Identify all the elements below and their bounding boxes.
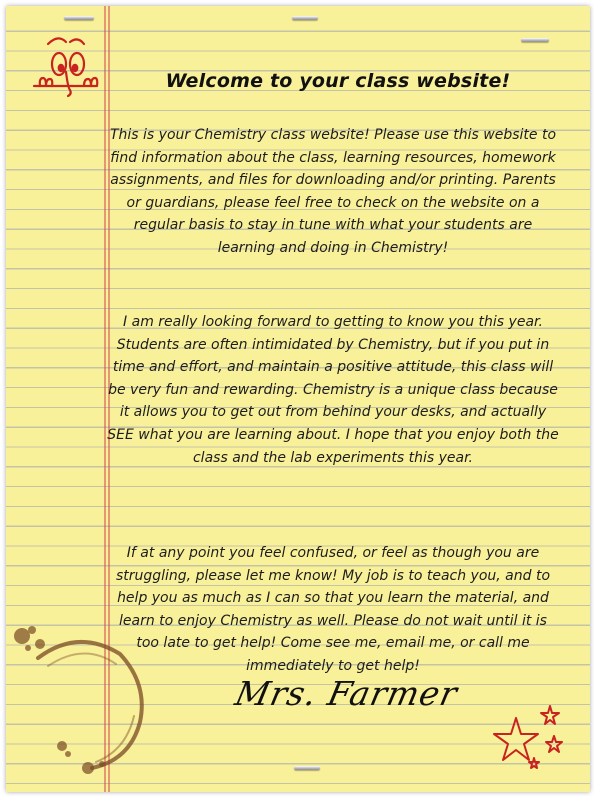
stars-doodle-icon (484, 696, 580, 776)
intro-paragraph: This is your Chemistry class website! Please use this website to find information about the class, learning resources, homework assignments, and files for downloading and/or printing. Parents or guardians, please feel free to check on the website on a regular basis to stay in tune with what your students are learning and doing in Chemistry! (109, 127, 557, 256)
staple-icon (64, 16, 94, 20)
coffee-ring-stain-icon (8, 618, 158, 778)
staple-icon (292, 16, 318, 20)
signature-text: Mrs. Farmer (231, 674, 462, 713)
staple-icon (521, 38, 549, 42)
page-title: Welcome to your class website! (165, 70, 511, 92)
welcome-paragraph: I am really looking forward to getting to know you this year. Students are often intimidated by Chemistry, but if you put in time and effort, and maintain a positive attitude, this class will be very fun and rewarding. Chemistry is a unique class because it allows you to get out from behind your desks, and actually SEE what you are learning about. I hope that you enjoy both the class and the lab experiments this year. (107, 314, 559, 466)
help-paragraph: If at any point you feel confused, or feel as though you are struggling, please let me know! My job is to teach you, and to help you as much as I can so that you learn the material, and learn to enjoy Chemistry as well. Please do not wait until it is too late to get help! Come see me, email me, or call me immediately to get help! (115, 545, 551, 674)
signature (231, 674, 466, 734)
notebook-paper (6, 6, 590, 792)
peeking-face-doodle-icon (26, 32, 106, 112)
staple-icon (294, 766, 320, 770)
